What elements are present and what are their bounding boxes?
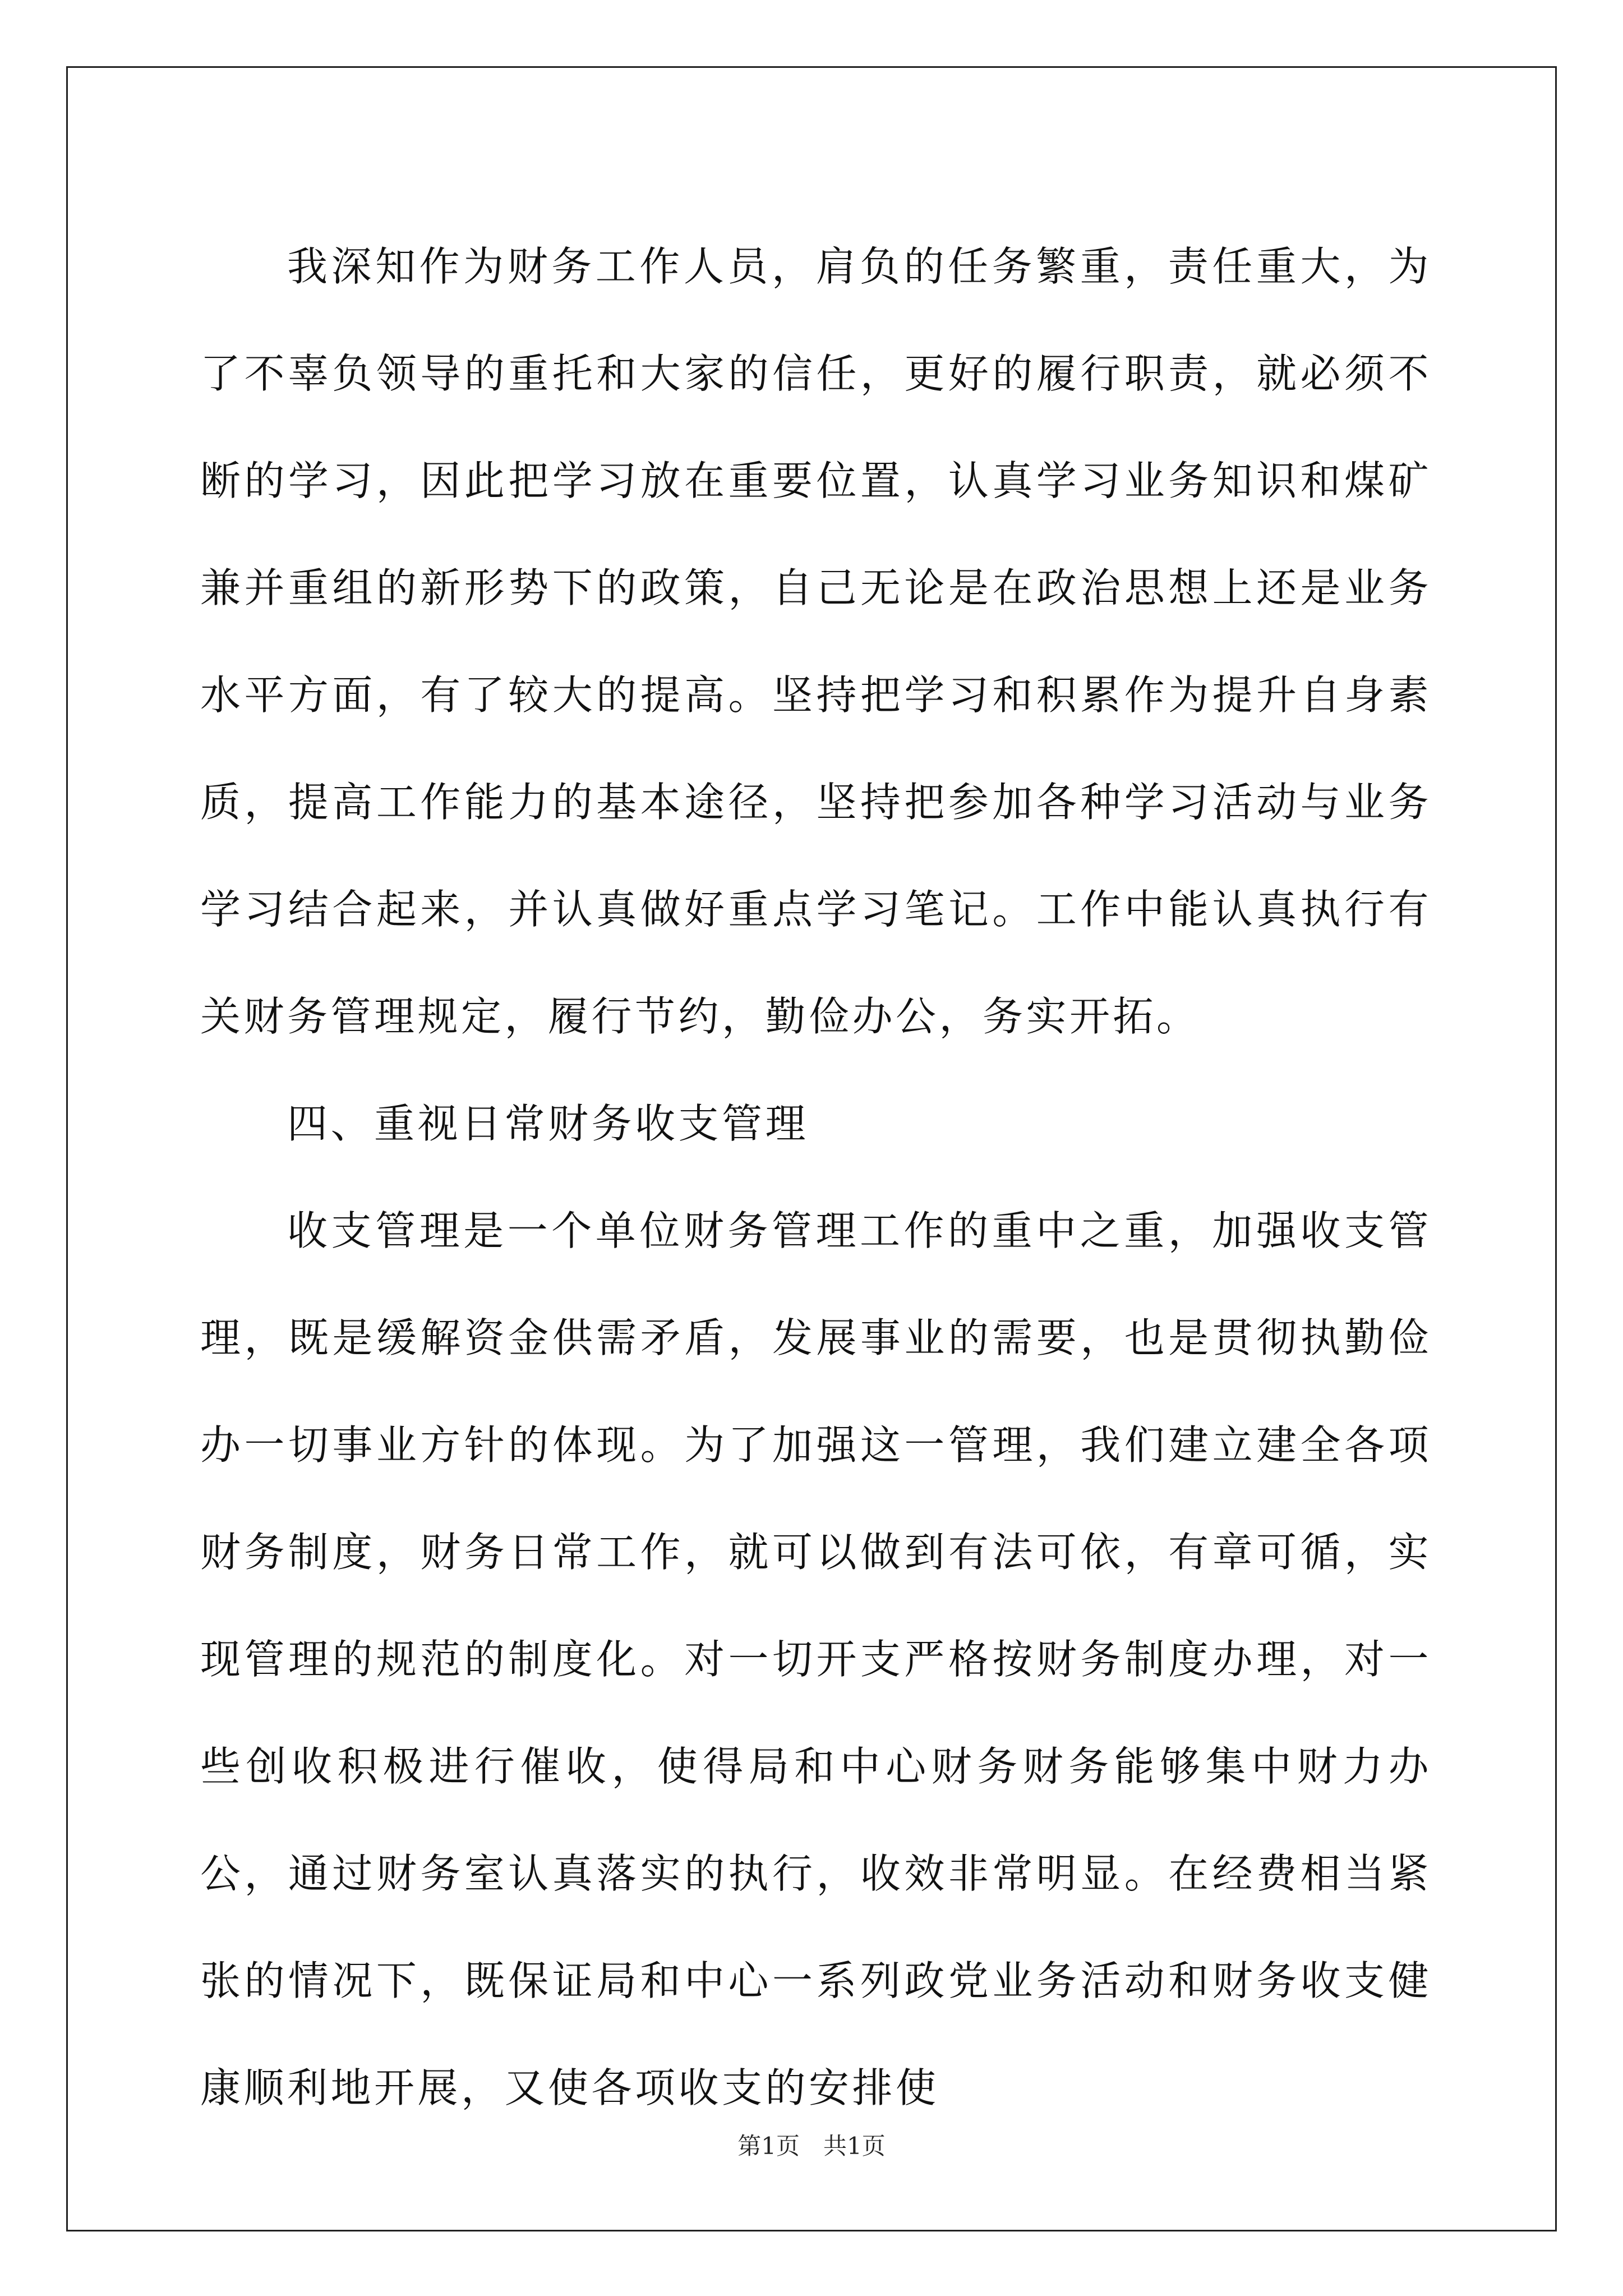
paragraph-study: 我深知作为财务工作人员，肩负的任务繁重，责任重大，为了不辜负领导的重托和大家的信任，更好的履行职责，就必须不断的学习，因此把学习放在重要位置，认真学习业务知识和煤矿兼并重组的新形势下的政策，自己无论是在政治思想上还是业务水平方面，有了较大的提高。坚持把学习和积累作为提升自身素质，提高工作能力的基本途径，坚持把参加各种学习活动与业务学习结合起来，并认真做好重点学习笔记。工作中能认真执行有关财务管理规定，履行节约，勤俭办公，务实开拓。 xyxy=(200,243,1432,1040)
section-heading: 四、重视日常财务收支管理 xyxy=(287,1100,809,1147)
document-body xyxy=(200,213,1432,2142)
page-footer: 第1页 共1页 xyxy=(737,2132,886,2160)
paragraph-income-expense: 收支管理是一个单位财务管理工作的重中之重，加强收支管理，既是缓解资金供需矛盾，发展事业的需要，也是贯彻执勤俭办一切事业方针的体现。为了加强这一管理，我们建立建全各项财务制度，财务日常工作，就可以做到有法可依，有章可循，实现管理的规范的制度化。对一切开支严格按财务制度办理，对一些创收积极进行催收，使得局和中心财务财务能够集中财力办公，通过财务室认真落实的执行，收效非常明显。在经费相当紧张的情况下，既保证局和中心一系列政党业务活动和财务收支健康顺利地开展，又使各项收支的安排使 xyxy=(200,1207,1432,2111)
